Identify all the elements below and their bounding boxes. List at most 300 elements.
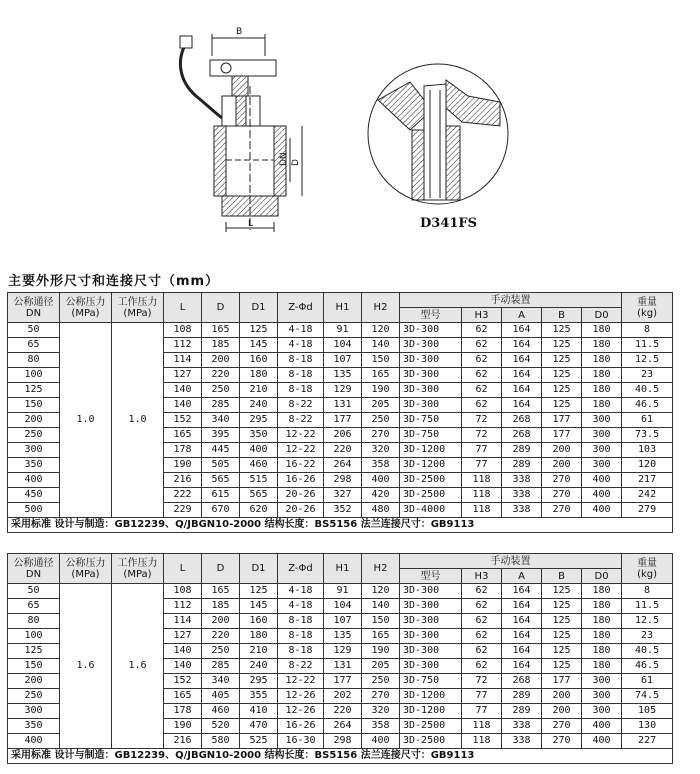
table-cell: 220 [324, 443, 362, 458]
table-cell: 177 [324, 413, 362, 428]
header-wp: 工作压力 (MPa) [112, 293, 164, 323]
header-manual: 手动装置 [400, 554, 622, 569]
table-cell: 140 [164, 659, 202, 674]
table-cell: 164 [502, 614, 542, 629]
header-d0: D0 [582, 308, 622, 323]
table-cell: 164 [502, 659, 542, 674]
table-cell: 150 [8, 659, 60, 674]
table-cell: 670 [202, 503, 240, 518]
header-d1: D1 [240, 554, 278, 584]
header-d: D [202, 293, 240, 323]
section-title: 主要外形尺寸和连接尺寸（mm） [8, 274, 220, 289]
header-h3: H3 [462, 308, 502, 323]
table-cell: 216 [164, 734, 202, 749]
table-cell: 216 [164, 473, 202, 488]
table-cell: 200 [542, 443, 582, 458]
table-cell: 65 [8, 599, 60, 614]
table-cell: 180 [582, 398, 622, 413]
table-cell: 300 [582, 458, 622, 473]
table-cell: 3D-300 [400, 599, 462, 614]
table-cell: 118 [462, 719, 502, 734]
table-cell: 289 [502, 704, 542, 719]
table-cell: 300 [582, 704, 622, 719]
header-pn: 公称压力 (MPa) [60, 293, 112, 323]
table-cell: 300 [582, 413, 622, 428]
header-weight: 重量 (kg) [622, 293, 673, 323]
table-cell: 46.5 [622, 398, 673, 413]
table-cell: 61 [622, 413, 673, 428]
table-cell: 12-22 [278, 674, 324, 689]
table-cell: 125 [8, 383, 60, 398]
table-cell: 250 [8, 428, 60, 443]
table-cell: 270 [362, 428, 400, 443]
table-cell: 202 [324, 689, 362, 704]
table-cell: 250 [362, 413, 400, 428]
table-cell: 220 [202, 368, 240, 383]
table-cell: 190 [164, 719, 202, 734]
table-cell: 8-18 [278, 644, 324, 659]
table-cell: 135 [324, 368, 362, 383]
table-cell: 340 [202, 413, 240, 428]
table-cell: 8 [622, 323, 673, 338]
table-cell: 114 [164, 353, 202, 368]
table-cell: 338 [502, 488, 542, 503]
table-cell: 72 [462, 413, 502, 428]
table-cell: 152 [164, 413, 202, 428]
table-cell: 298 [324, 473, 362, 488]
table-cell: 565 [240, 488, 278, 503]
table-cell: 240 [240, 398, 278, 413]
table-cell: 164 [502, 383, 542, 398]
table-cell: 8-18 [278, 629, 324, 644]
table-cell: 74.5 [622, 689, 673, 704]
table-cell: 400 [362, 734, 400, 749]
table-cell: 264 [324, 458, 362, 473]
table-cell: 165 [362, 629, 400, 644]
table-cell: 104 [324, 338, 362, 353]
table-cell: 200 [542, 689, 582, 704]
table-cell: 250 [202, 383, 240, 398]
table-cell: 118 [462, 503, 502, 518]
table-cell: 164 [502, 368, 542, 383]
table-cell: 250 [362, 674, 400, 689]
table-cell: 62 [462, 383, 502, 398]
table-cell: 300 [582, 674, 622, 689]
table-cell: 164 [502, 398, 542, 413]
table-cell: 165 [164, 689, 202, 704]
nominal-pressure-cell: 1.0 [60, 323, 112, 518]
table-cell: 300 [582, 443, 622, 458]
table-cell: 3D-300 [400, 644, 462, 659]
table-cell: 350 [240, 428, 278, 443]
header-h1: H1 [324, 554, 362, 584]
table-cell: 180 [582, 644, 622, 659]
table-cell: 298 [324, 734, 362, 749]
table-cell: 164 [502, 353, 542, 368]
header-h2: H2 [362, 293, 400, 323]
table-cell: 580 [202, 734, 240, 749]
table-cell: 355 [240, 689, 278, 704]
table-cell: 229 [164, 503, 202, 518]
table-cell: 400 [8, 734, 60, 749]
table-cell: 270 [362, 689, 400, 704]
table-cell: 270 [542, 473, 582, 488]
table-cell: 200 [8, 674, 60, 689]
table-cell: 164 [502, 629, 542, 644]
table-cell: 164 [502, 338, 542, 353]
table-cell: 450 [8, 488, 60, 503]
table-cell: 295 [240, 413, 278, 428]
table-cell: 3D-1200 [400, 704, 462, 719]
table-cell: 180 [582, 323, 622, 338]
header-b: B [542, 308, 582, 323]
table-cell: 80 [8, 353, 60, 368]
table-cell: 125 [542, 383, 582, 398]
table-cell: 240 [240, 659, 278, 674]
table-cell: 129 [324, 644, 362, 659]
table-cell: 103 [622, 443, 673, 458]
table-cell: 520 [202, 719, 240, 734]
table-cell: 400 [582, 473, 622, 488]
table-cell: 40.5 [622, 383, 673, 398]
table-cell: 104 [324, 599, 362, 614]
table-cell: 264 [324, 719, 362, 734]
table-cell: 180 [582, 353, 622, 368]
table-cell: 107 [324, 614, 362, 629]
header-d0: D0 [582, 569, 622, 584]
table-cell: 210 [240, 383, 278, 398]
table-cell: 140 [164, 644, 202, 659]
table-cell: 165 [202, 584, 240, 599]
table-cell: 8-18 [278, 614, 324, 629]
table-cell: 3D-300 [400, 383, 462, 398]
table-cell: 73.5 [622, 428, 673, 443]
table-cell: 3D-1200 [400, 689, 462, 704]
table-cell: 131 [324, 659, 362, 674]
table-cell: 165 [164, 428, 202, 443]
table-cell: 125 [8, 644, 60, 659]
table-cell: 180 [582, 338, 622, 353]
table-cell: 3D-300 [400, 398, 462, 413]
table-cell: 80 [8, 614, 60, 629]
table-cell: 61 [622, 674, 673, 689]
table-cell: 118 [462, 734, 502, 749]
table-body [8, 584, 673, 764]
table-cell: 505 [202, 458, 240, 473]
table-cell: 77 [462, 443, 502, 458]
table-cell: 3D-300 [400, 629, 462, 644]
table-cell: 180 [240, 368, 278, 383]
header-l: L [164, 554, 202, 584]
table-cell: 165 [362, 368, 400, 383]
table-cell: 217 [622, 473, 673, 488]
table-cell: 227 [622, 734, 673, 749]
table-cell: 205 [362, 398, 400, 413]
table-cell: 206 [324, 428, 362, 443]
table-cell: 3D-300 [400, 368, 462, 383]
table-cell: 3D-750 [400, 413, 462, 428]
table-cell: 177 [542, 428, 582, 443]
table-footer-row [8, 749, 673, 764]
table-cell: 100 [8, 368, 60, 383]
table-cell: 620 [240, 503, 278, 518]
table-cell: 4-18 [278, 338, 324, 353]
header-weight: 重量 (kg) [622, 554, 673, 584]
table-cell: 165 [202, 323, 240, 338]
table-cell: 185 [202, 338, 240, 353]
table-cell: 3D-1200 [400, 443, 462, 458]
table-cell: 108 [164, 584, 202, 599]
table-cell: 125 [240, 584, 278, 599]
table-cell: 460 [240, 458, 278, 473]
table-cell: 107 [324, 353, 362, 368]
table-cell: 470 [240, 719, 278, 734]
table-cell: 140 [362, 338, 400, 353]
table-cell: 125 [542, 599, 582, 614]
table-cell: 114 [164, 614, 202, 629]
table-cell: 350 [8, 719, 60, 734]
table-cell: 8-18 [278, 353, 324, 368]
table-cell: 91 [324, 584, 362, 599]
table-cell: 400 [582, 719, 622, 734]
table-row [8, 323, 673, 338]
header-a: A [502, 569, 542, 584]
header-model: 型号 [400, 569, 462, 584]
header-dn: 公称通径 DN [8, 293, 60, 323]
header-z: Z-Φd [278, 293, 324, 323]
table-cell: 16-22 [278, 458, 324, 473]
table-cell: 12-26 [278, 704, 324, 719]
table-cell: 145 [240, 338, 278, 353]
table-cell: 358 [362, 458, 400, 473]
table-cell: 150 [362, 614, 400, 629]
table-cell: 3D-1200 [400, 458, 462, 473]
table-cell: 268 [502, 428, 542, 443]
header-d1: D1 [240, 293, 278, 323]
table-cell: 125 [542, 614, 582, 629]
table-cell: 125 [542, 353, 582, 368]
table-cell: 270 [542, 488, 582, 503]
table-cell: 23 [622, 368, 673, 383]
table-cell: 338 [502, 473, 542, 488]
table-cell: 190 [362, 644, 400, 659]
table-cell: 50 [8, 323, 60, 338]
table-cell: 125 [542, 644, 582, 659]
table-row [8, 584, 673, 599]
table-cell: 190 [362, 383, 400, 398]
dim-d-label: D [291, 159, 301, 166]
table-cell: 50 [8, 584, 60, 599]
header-l: L [164, 293, 202, 323]
table-cell: 62 [462, 368, 502, 383]
table-cell: 160 [240, 614, 278, 629]
table-cell: 460 [202, 704, 240, 719]
header-model: 型号 [400, 308, 462, 323]
header-pn: 公称压力 (MPa) [60, 554, 112, 584]
table-cell: 72 [462, 428, 502, 443]
table-cell: 8-18 [278, 368, 324, 383]
table-cell: 180 [582, 383, 622, 398]
table-cell: 120 [362, 584, 400, 599]
table-cell: 268 [502, 413, 542, 428]
table-cell: 222 [164, 488, 202, 503]
table-cell: 3D-2500 [400, 488, 462, 503]
table-cell: 91 [324, 323, 362, 338]
table-cell: 112 [164, 338, 202, 353]
table-cell: 129 [324, 383, 362, 398]
table-cell: 77 [462, 689, 502, 704]
header-h3: H3 [462, 569, 502, 584]
table-cell: 615 [202, 488, 240, 503]
table-cell: 300 [582, 689, 622, 704]
table-cell: 164 [502, 599, 542, 614]
table-cell: 12-22 [278, 428, 324, 443]
table-cell: 3D-300 [400, 584, 462, 599]
valve-section-view [180, 34, 302, 232]
table-cell: 62 [462, 599, 502, 614]
table-cell: 515 [240, 473, 278, 488]
dim-dn-label: DN [279, 152, 289, 166]
table-cell: 3D-4000 [400, 503, 462, 518]
table-cell: 125 [542, 659, 582, 674]
table-cell: 150 [362, 353, 400, 368]
table-cell: 12-22 [278, 443, 324, 458]
table-cell: 220 [202, 629, 240, 644]
table-cell: 72 [462, 674, 502, 689]
table-cell: 3D-300 [400, 659, 462, 674]
table-cell: 160 [240, 353, 278, 368]
table-cell: 242 [622, 488, 673, 503]
table-cell: 400 [240, 443, 278, 458]
header-dn: 公称通径 DN [8, 554, 60, 584]
table-cell: 62 [462, 629, 502, 644]
table-cell: 8-22 [278, 659, 324, 674]
table-cell: 400 [362, 473, 400, 488]
table-cell: 177 [542, 413, 582, 428]
table-cell: 250 [202, 644, 240, 659]
table-cell: 338 [502, 719, 542, 734]
table-cell: 140 [362, 599, 400, 614]
table-cell: 100 [8, 629, 60, 644]
table-cell: 289 [502, 443, 542, 458]
table-footer-row [8, 518, 673, 533]
table-cell: 125 [542, 584, 582, 599]
header-b: B [542, 569, 582, 584]
table-cell: 200 [202, 614, 240, 629]
table-cell: 3D-2500 [400, 473, 462, 488]
table-cell: 62 [462, 338, 502, 353]
table-cell: 500 [8, 503, 60, 518]
table-cell: 445 [202, 443, 240, 458]
working-pressure-cell: 1.0 [112, 323, 164, 518]
table-cell: 150 [8, 398, 60, 413]
table-cell: 3D-300 [400, 338, 462, 353]
table-cell: 105 [622, 704, 673, 719]
table-cell: 3D-2500 [400, 734, 462, 749]
header-a: A [502, 308, 542, 323]
table-cell: 405 [202, 689, 240, 704]
table-cell: 200 [542, 704, 582, 719]
table-cell: 525 [240, 734, 278, 749]
table-cell: 8-22 [278, 398, 324, 413]
table-cell: 358 [362, 719, 400, 734]
table-cell: 250 [8, 689, 60, 704]
table-cell: 16-26 [278, 719, 324, 734]
table-cell: 400 [582, 734, 622, 749]
table-cell: 400 [582, 503, 622, 518]
table-cell: 3D-2500 [400, 719, 462, 734]
table-cell: 200 [202, 353, 240, 368]
table-cell: 131 [324, 398, 362, 413]
table-cell: 11.5 [622, 338, 673, 353]
table-cell: 118 [462, 473, 502, 488]
table-cell: 338 [502, 503, 542, 518]
table-cell: 112 [164, 599, 202, 614]
table-cell: 340 [202, 674, 240, 689]
table-cell: 20-26 [278, 503, 324, 518]
table-cell: 125 [542, 338, 582, 353]
table-cell: 12-26 [278, 689, 324, 704]
table-cell: 65 [8, 338, 60, 353]
table-cell: 180 [582, 629, 622, 644]
table-cell: 11.5 [622, 599, 673, 614]
table-cell: 140 [164, 398, 202, 413]
table-cell: 279 [622, 503, 673, 518]
table-cell: 62 [462, 584, 502, 599]
table-cell: 300 [582, 428, 622, 443]
table-cell: 180 [240, 629, 278, 644]
table-cell: 8-22 [278, 413, 324, 428]
table-cell: 62 [462, 614, 502, 629]
table-cell: 77 [462, 704, 502, 719]
drawing-caption: D341FS [420, 216, 478, 231]
table-cell: 285 [202, 398, 240, 413]
table-cell: 410 [240, 704, 278, 719]
standards-footer: 采用标准 设计与制造：GB12239、Q/JBGN10-2000 结构长度：BS5156 法兰连接尺寸：GB9113 [8, 518, 673, 533]
table-cell: 200 [8, 413, 60, 428]
table-cell: 3D-300 [400, 323, 462, 338]
table-cell: 180 [582, 368, 622, 383]
table-cell: 180 [582, 599, 622, 614]
table-cell: 289 [502, 689, 542, 704]
table-cell: 285 [202, 659, 240, 674]
table-cell: 125 [542, 323, 582, 338]
table-cell: 20-26 [278, 488, 324, 503]
table-cell: 289 [502, 458, 542, 473]
dim-b-label: B [236, 27, 243, 37]
table-cell: 140 [164, 383, 202, 398]
standards-footer: 采用标准 设计与制造：GB12239、Q/JBGN10-2000 结构长度：BS5156 法兰连接尺寸：GB9113 [8, 749, 673, 764]
table-cell: 320 [362, 443, 400, 458]
table-cell: 268 [502, 674, 542, 689]
table-cell: 180 [582, 659, 622, 674]
seal-detail-view [368, 64, 508, 204]
table-cell: 210 [240, 644, 278, 659]
table-cell: 125 [542, 629, 582, 644]
spec-table-pn16 [7, 553, 673, 764]
table-cell: 200 [542, 458, 582, 473]
table-cell: 135 [324, 629, 362, 644]
table-cell: 12.5 [622, 614, 673, 629]
table-cell: 270 [542, 734, 582, 749]
table-cell: 180 [582, 584, 622, 599]
table-cell: 185 [202, 599, 240, 614]
table-cell: 177 [324, 674, 362, 689]
table-cell: 62 [462, 323, 502, 338]
table-cell: 77 [462, 458, 502, 473]
table-cell: 62 [462, 644, 502, 659]
table-cell: 4-18 [278, 584, 324, 599]
